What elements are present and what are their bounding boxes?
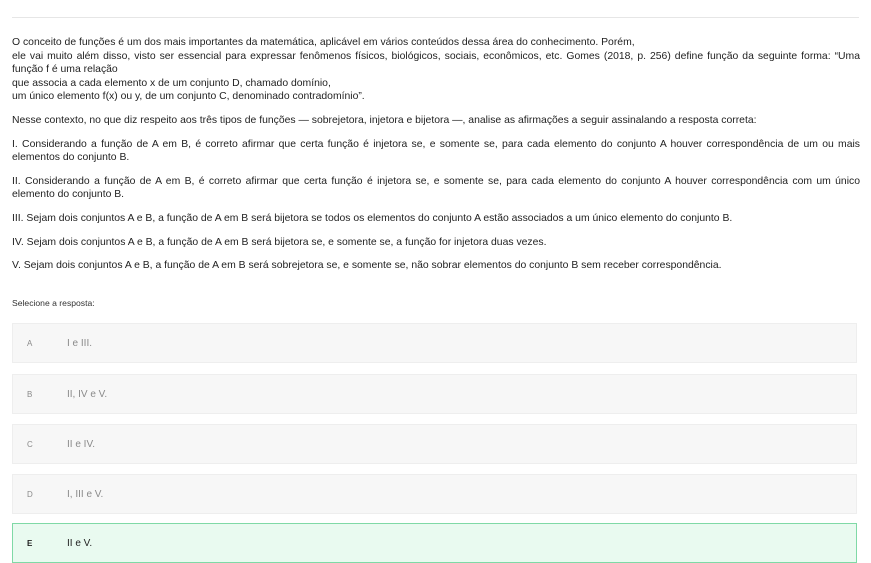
question-paragraph: O conceito de funções é um dos mais importantes da matemática, aplicável em vários conteúdos dessa área do conhecimento. Porém, [12, 37, 635, 48]
option-text: I e III. [67, 337, 93, 349]
option-letter: A [27, 338, 33, 348]
answer-option-b[interactable] [12, 374, 857, 414]
option-text: I, III e V. [67, 488, 104, 500]
option-letter: E [27, 538, 33, 548]
answer-option-a[interactable] [12, 323, 857, 363]
answer-option-e[interactable] [12, 523, 857, 563]
statement-i: I. Considerando a função de A em B, é correto afirmar que certa função é injetora se, e somente se, para cada elemento do conjunto A houver correspondência de um ou mais elementos do conjunto B. [12, 138, 860, 164]
statement-ii: II. Considerando a função de A em B, é correto afirmar que certa função é injetora se, e somente se, para cada elemento do conjunto A houver correspondência com um único elemento do conjunto B. [12, 175, 860, 201]
answer-option-d[interactable] [12, 474, 857, 514]
option-text: II, IV e V. [67, 388, 108, 400]
option-letter: D [27, 489, 33, 499]
option-letter: B [27, 389, 33, 399]
statement-v: V. Sejam dois conjuntos A e B, a função de A em B será sobrejetora se, e somente se, não sobrar elementos do conjunto B sem receber correspondência. [12, 260, 722, 272]
question-paragraph: um único elemento f(x) ou y, de um conjunto C, denominado contradomínio”. [12, 91, 365, 103]
question-paragraph: que associa a cada elemento x de um conjunto D, chamado domínio, [12, 77, 331, 89]
top-divider [12, 17, 859, 18]
select-answer-label: Selecione a resposta: [12, 298, 95, 308]
option-letter: C [27, 439, 33, 449]
option-text: II e IV. [67, 438, 95, 450]
statement-iv: IV. Sejam dois conjuntos A e B, a função de A em B será bijetora se, e somente se, a função for injetora duas vezes. [12, 236, 547, 248]
statement-iii: III. Sejam dois conjuntos A e B, a função de A em B será bijetora se todos os elementos do conjunto A estão associados a um único elemento do conjunto B. [12, 212, 733, 224]
answer-option-c[interactable] [12, 424, 857, 464]
question-prompt: Nesse contexto, no que diz respeito aos três tipos de funções — sobrejetora, injetora e bijetora —, analise as afirmações a seguir assinalando a resposta correta: [12, 114, 757, 126]
question-paragraph: ele vai muito além disso, visto ser essencial para expressar fenômenos físicos, biológicos, sociais, econômicos, etc. Gomes (2018, p. 256) define função da seguinte forma: “Uma função f é uma relação [12, 50, 860, 76]
question-text [12, 36, 860, 273]
option-text: II e V. [67, 537, 93, 549]
